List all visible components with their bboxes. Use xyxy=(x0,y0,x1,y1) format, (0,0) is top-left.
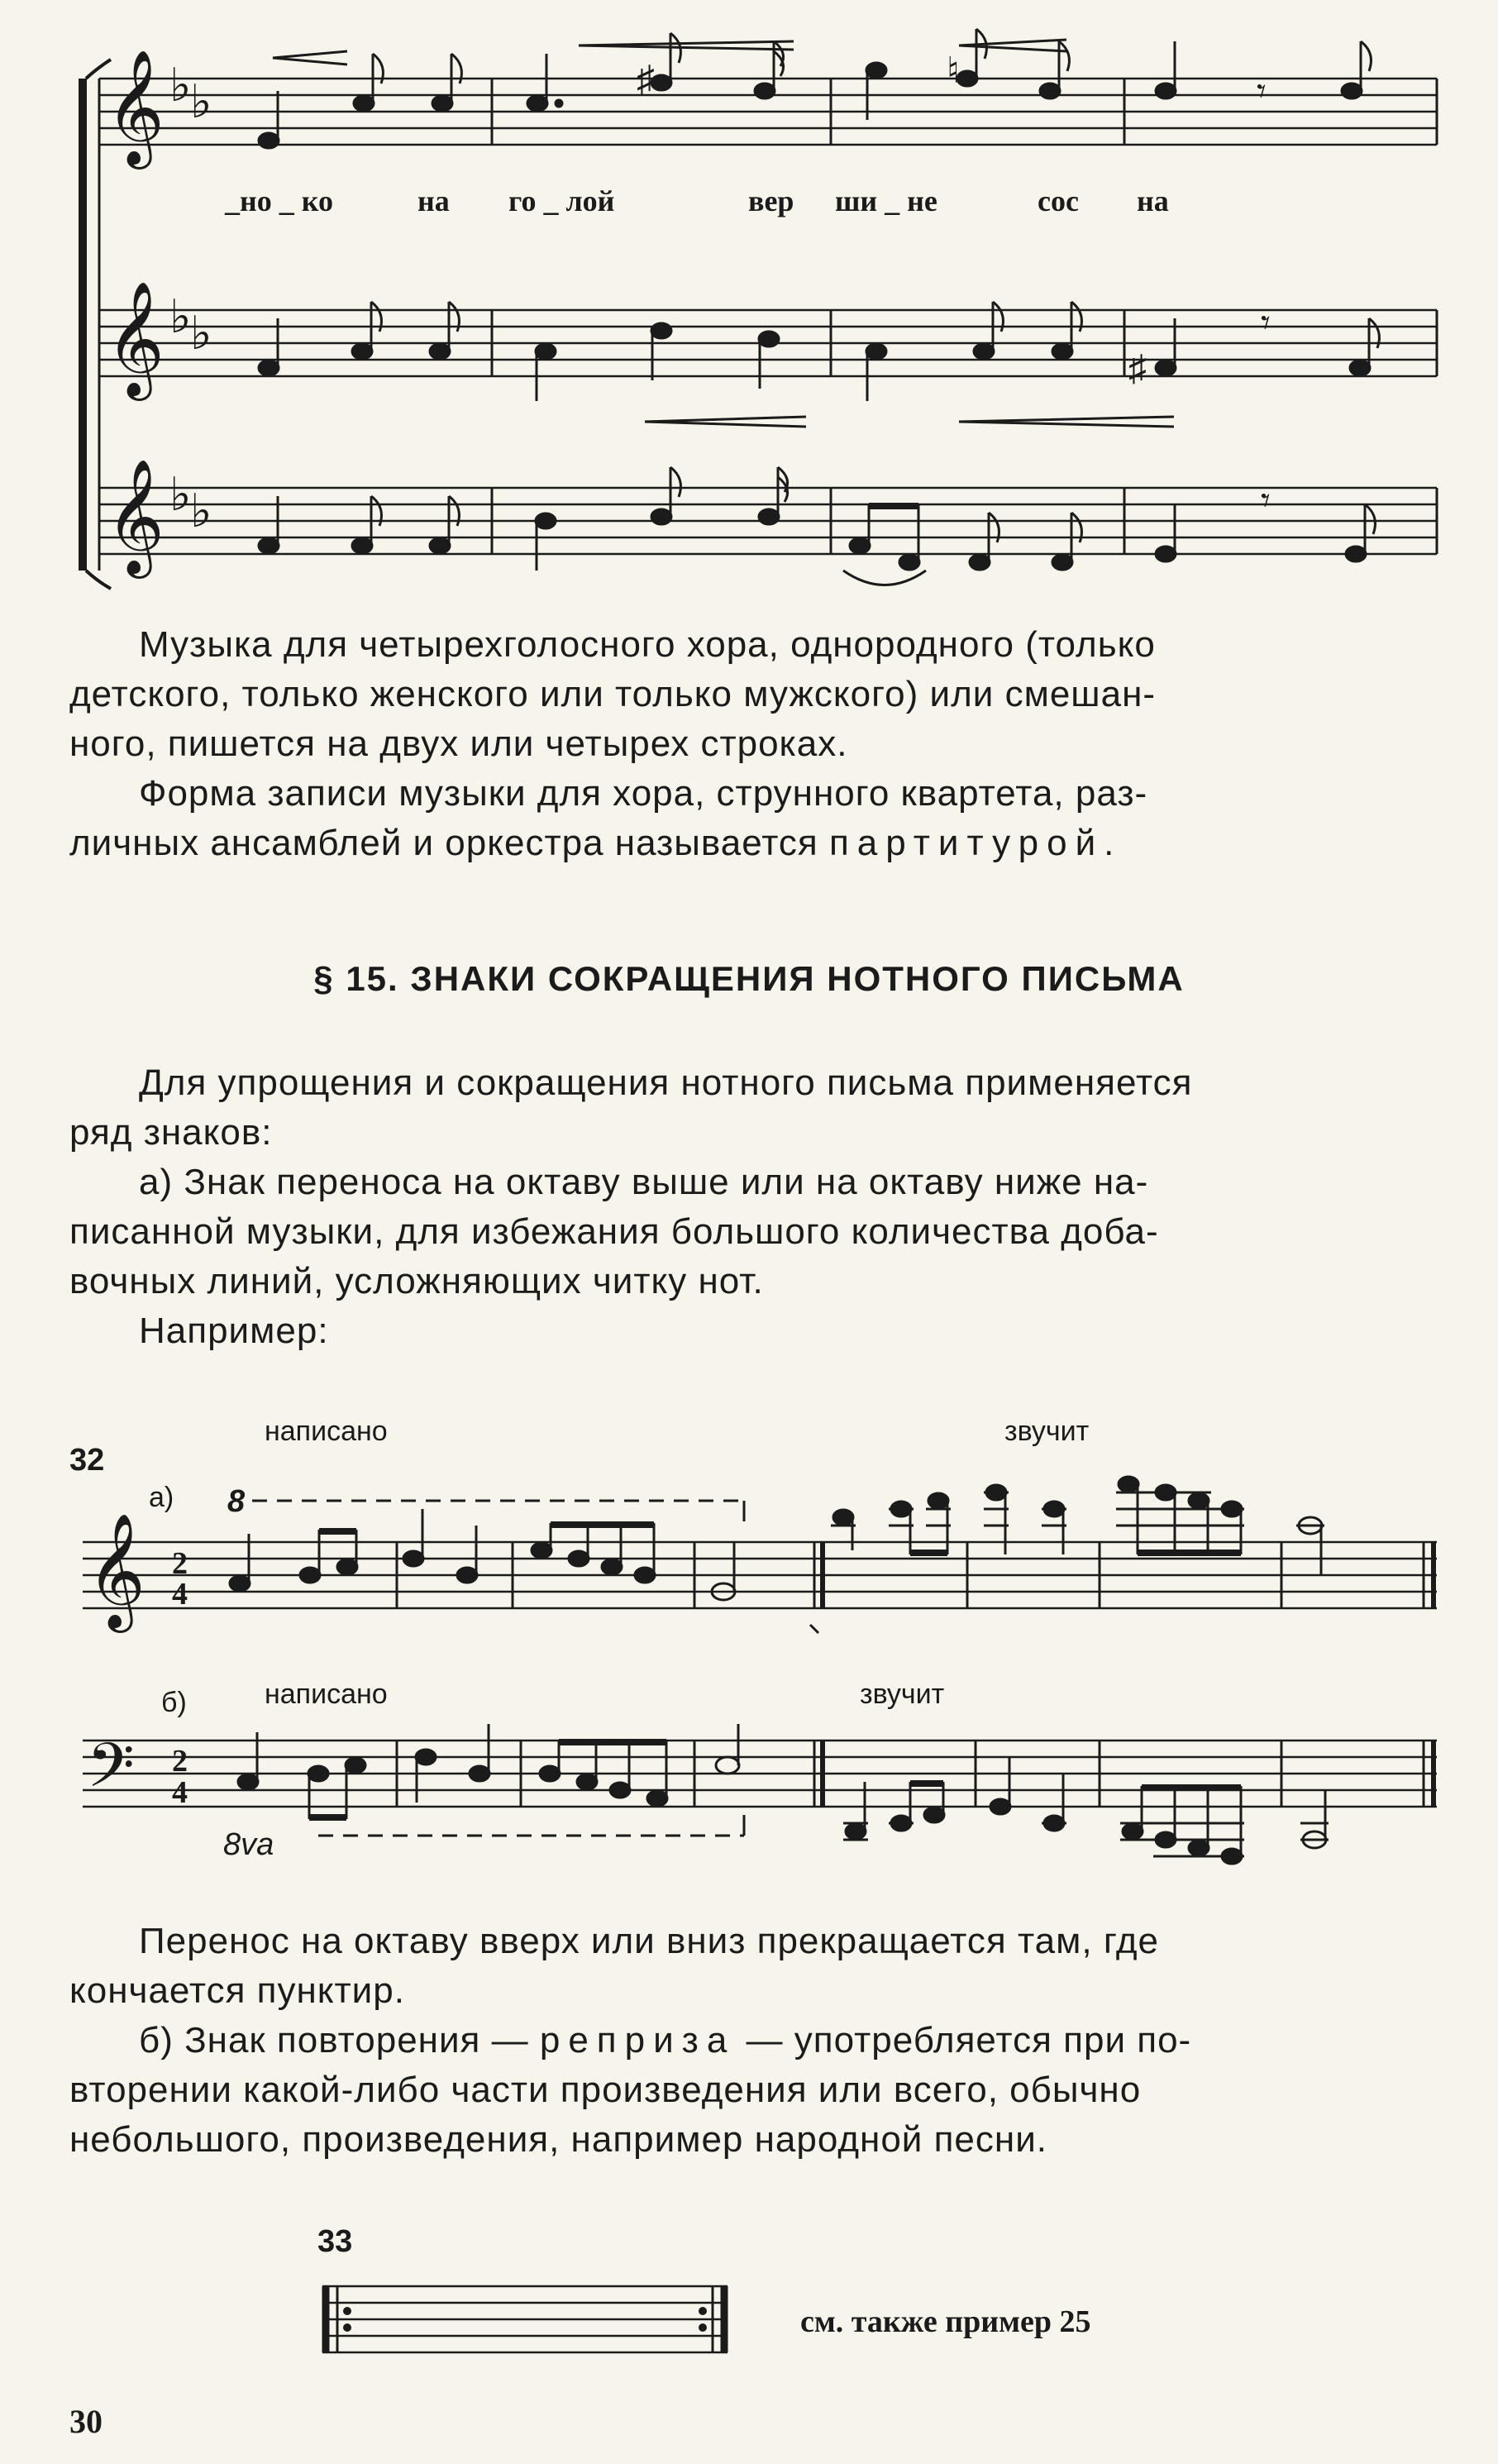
text-line: Например: xyxy=(139,1311,329,1351)
text-line: Форма записи музыки для хора, струнного квартета, раз- xyxy=(139,773,1148,814)
svg-text:♯: ♯ xyxy=(1128,348,1147,389)
text-line: ного, пишется на двух или четырех строках. xyxy=(69,723,848,764)
svg-text:𝄞: 𝄞 xyxy=(87,1516,146,1626)
label-b: б) xyxy=(161,1687,187,1718)
text-line xyxy=(69,2016,1442,2065)
lyric-syllable: _но _ ко xyxy=(225,184,334,217)
svg-text:4: 4 xyxy=(172,1775,188,1810)
text-line: вторении какой-либо части произведения или всего, обычно xyxy=(69,2070,1142,2110)
text-fragment: — употребляется при по- xyxy=(746,2020,1192,2060)
svg-text:♭: ♭ xyxy=(169,292,192,343)
text-line: Музыка для четырехголосного хора, однородного (только xyxy=(139,624,1156,665)
text-line: небольшого, произведения, например народной песни. xyxy=(69,2119,1047,2160)
repeat-sign-example xyxy=(306,2266,769,2373)
svg-text:♭: ♭ xyxy=(190,77,212,128)
example-number: 33 xyxy=(317,2224,353,2259)
svg-text:♭: ♭ xyxy=(169,60,192,112)
paragraph-score-definition xyxy=(69,769,1442,868)
ottava-up-mark: 8 xyxy=(227,1484,246,1519)
svg-text:𝄾: 𝄾 xyxy=(1261,480,1271,521)
label-sounds: звучит xyxy=(860,1678,945,1710)
text-fragment: б) Знак повторения — xyxy=(139,2020,529,2060)
svg-text:𝄞: 𝄞 xyxy=(106,52,165,162)
svg-text:♭: ♭ xyxy=(169,470,192,521)
svg-text:4: 4 xyxy=(172,1577,188,1612)
lyric-syllable: на xyxy=(1137,184,1169,217)
text-line: детского, только женского или только мужского) или смешан- xyxy=(69,674,1157,714)
svg-text:♭: ♭ xyxy=(190,308,212,360)
example-32a-treble xyxy=(0,1472,1498,1637)
paragraph-repeat-sign xyxy=(69,2016,1442,2165)
svg-text:𝄾: 𝄾 xyxy=(1257,71,1267,112)
paragraph-ottava-end xyxy=(69,1917,1442,2016)
svg-text:♯: ♯ xyxy=(637,59,655,99)
page-number: 30 xyxy=(69,2403,103,2440)
text-fragment: личных ансамблей и оркестра называется xyxy=(69,823,818,863)
text-line: писанной музыки, для избежания большого количества доба- xyxy=(69,1211,1159,1252)
label-sounds: звучит xyxy=(1004,1416,1090,1447)
lyric-syllable: ши _ не xyxy=(835,184,937,217)
label-written: написано xyxy=(265,1416,388,1447)
term-partitura: партитурой. xyxy=(828,823,1123,863)
text-line: ряд знаков: xyxy=(69,1112,273,1153)
paragraph-choir-music xyxy=(69,620,1442,769)
choral-score-excerpt xyxy=(0,0,1498,595)
svg-text:𝄞: 𝄞 xyxy=(106,461,165,571)
section-heading: § 15. ЗНАКИ СОКРАЩЕНИЯ НОТНОГО ПИСЬМА xyxy=(313,959,1185,998)
lyric-syllable: на xyxy=(417,184,450,217)
text-line: вочных линий, усложняющих читку нот. xyxy=(69,1261,764,1301)
term-repriza: реприза xyxy=(539,2020,736,2060)
lyric-syllable: го _ лой xyxy=(508,184,615,217)
label-a: а) xyxy=(149,1482,174,1513)
example-caption: см. также пример 25 xyxy=(800,2304,1091,2339)
ottava-down-mark: 8va xyxy=(223,1827,274,1862)
text-line: Для упрощения и сокращения нотного письма применяется xyxy=(139,1062,1193,1103)
lyric-syllable: сос xyxy=(1038,184,1079,217)
svg-text:2: 2 xyxy=(172,1546,188,1581)
text-line xyxy=(69,819,1442,868)
text-line: а) Знак переноса на октаву выше или на октаву ниже на- xyxy=(139,1162,1149,1202)
paragraph-abbreviation-signs xyxy=(69,1058,1442,1356)
svg-text:𝄢: 𝄢 xyxy=(87,1733,135,1815)
svg-text:2: 2 xyxy=(172,1744,188,1779)
text-line: кончается пунктир. xyxy=(69,1970,405,2011)
example-number: 32 xyxy=(69,1443,105,1478)
svg-text:𝄾: 𝄾 xyxy=(1261,303,1271,343)
lyric-syllable: вер xyxy=(748,184,794,217)
text-line: Перенос на октаву вверх или вниз прекращается там, где xyxy=(139,1921,1160,1961)
example-32b-bass xyxy=(0,1720,1498,1885)
svg-text:𝄞: 𝄞 xyxy=(106,284,165,394)
svg-text:♭: ♭ xyxy=(190,486,212,537)
label-written: написано xyxy=(265,1678,388,1710)
svg-text:♮: ♮ xyxy=(947,50,960,91)
